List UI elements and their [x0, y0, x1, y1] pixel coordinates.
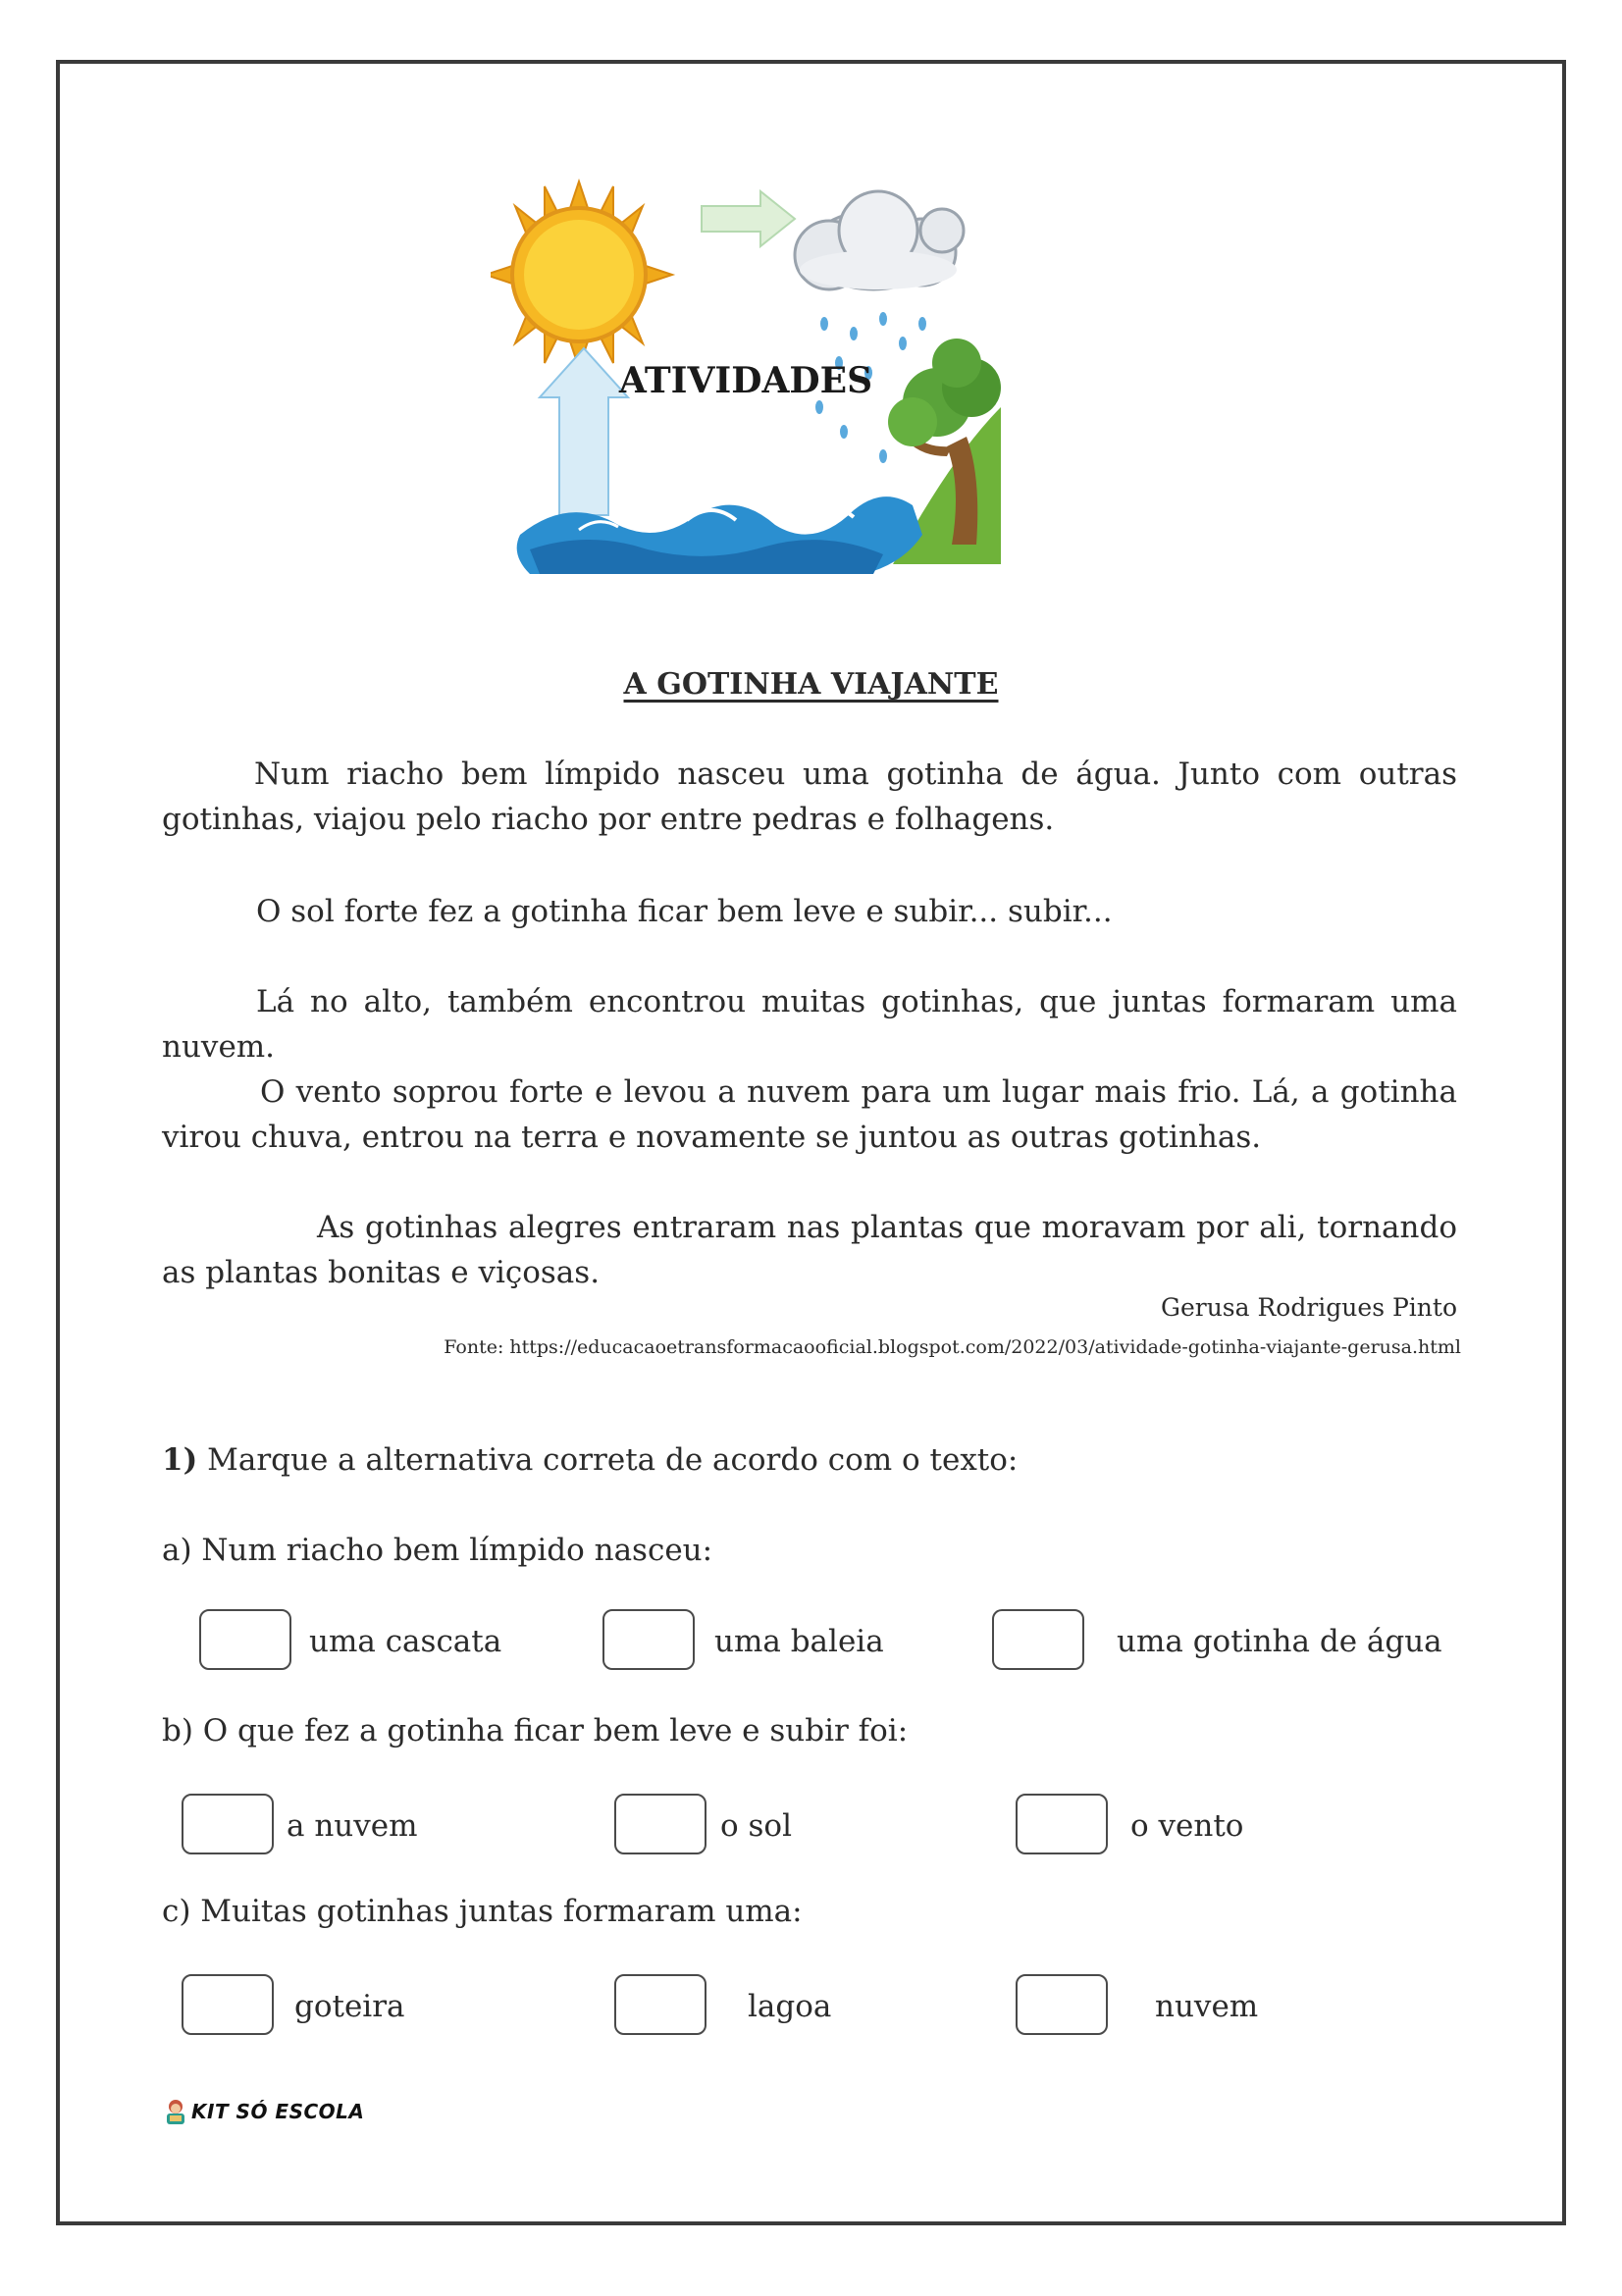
paragraph-4 [162, 1070, 1457, 1160]
question-a-option-3: uma gotinha de água [1117, 1624, 1442, 1659]
checkbox-b-option-2[interactable] [614, 1794, 706, 1854]
paragraph-5 [162, 1205, 1457, 1295]
question-b-prompt: b) O que fez a gotinha ficar bem leve e subir foi: [162, 1713, 909, 1748]
question-a-option-2: uma baleia [714, 1624, 884, 1659]
author: Gerusa Rodrigues Pinto [1160, 1293, 1457, 1322]
checkbox-c-option-2[interactable] [614, 1974, 706, 2035]
water-cycle-illustration [491, 162, 1001, 613]
question-a-option-1: uma cascata [309, 1624, 502, 1659]
checkbox-a-option-2[interactable] [602, 1609, 695, 1670]
paragraph-2-text: O sol forte fez a gotinha ficar bem leve e subir... subir... [256, 894, 1113, 929]
brand-name: KIT SÓ ESCOLA [191, 2100, 365, 2123]
paragraph-1-text: Num riacho bem límpido nasceu uma gotinha de água. Junto com outras gotinhas, viajou pelo riacho por entre pedras e folhagens. [162, 757, 1457, 837]
checkbox-a-option-1[interactable] [199, 1609, 291, 1670]
question-c-prompt: c) Muitas gotinhas juntas formaram uma: [162, 1894, 803, 1929]
question-c-option-2: lagoa [748, 1989, 832, 2024]
question-c-option-3: nuvem [1155, 1989, 1259, 2024]
exercise-instruction [162, 1442, 1018, 1478]
paragraph-2 [162, 889, 1457, 934]
checkbox-c-option-1[interactable] [182, 1974, 274, 2035]
paragraph-3 [162, 979, 1457, 1070]
source-citation: Fonte: https://educacaoetransformacaooficial.blogspot.com/2022/03/atividade-gotinha-viajante-gerusa.html [444, 1336, 1461, 1358]
exercise-number: 1) [162, 1442, 198, 1478]
paragraph-3-text: Lá no alto, também encontrou muitas gotinhas, que juntas formaram uma nuvem. [162, 984, 1457, 1065]
paragraph-4-text: O vento soprou forte e levou a nuvem para um lugar mais frio. Lá, a gotinha virou chuva, entrou na terra e novamente se juntou as outras gotinhas. [162, 1074, 1457, 1155]
checkbox-a-option-3[interactable] [992, 1609, 1084, 1670]
brand-logo [164, 2098, 364, 2125]
question-b-option-3: o vento [1130, 1808, 1244, 1844]
question-a-prompt: a) Num riacho bem límpido nasceu: [162, 1533, 713, 1568]
exercise-instruction-text: Marque a alternativa correta de acordo com o texto: [207, 1442, 1019, 1478]
checkbox-b-option-3[interactable] [1016, 1794, 1108, 1854]
illustration-title: ATIVIDADES [618, 360, 873, 401]
question-c-option-1: goteira [294, 1989, 405, 2024]
question-b-option-2: o sol [720, 1808, 793, 1844]
cloud-icon [795, 191, 964, 289]
checkbox-c-option-3[interactable] [1016, 1974, 1108, 2035]
paragraph-1 [162, 752, 1457, 842]
story-title: A GOTINHA VIAJANTE [623, 667, 999, 702]
paragraph-5-text: As gotinhas alegres entraram nas plantas que moravam por ali, tornando as plantas bonitas e viçosas. [162, 1210, 1457, 1290]
evaporation-arrow-icon [702, 191, 795, 246]
question-b-option-1: a nuvem [287, 1808, 418, 1844]
student-mascot-icon [164, 2098, 187, 2125]
sun-icon [491, 182, 672, 368]
checkbox-b-option-1[interactable] [182, 1794, 274, 1854]
